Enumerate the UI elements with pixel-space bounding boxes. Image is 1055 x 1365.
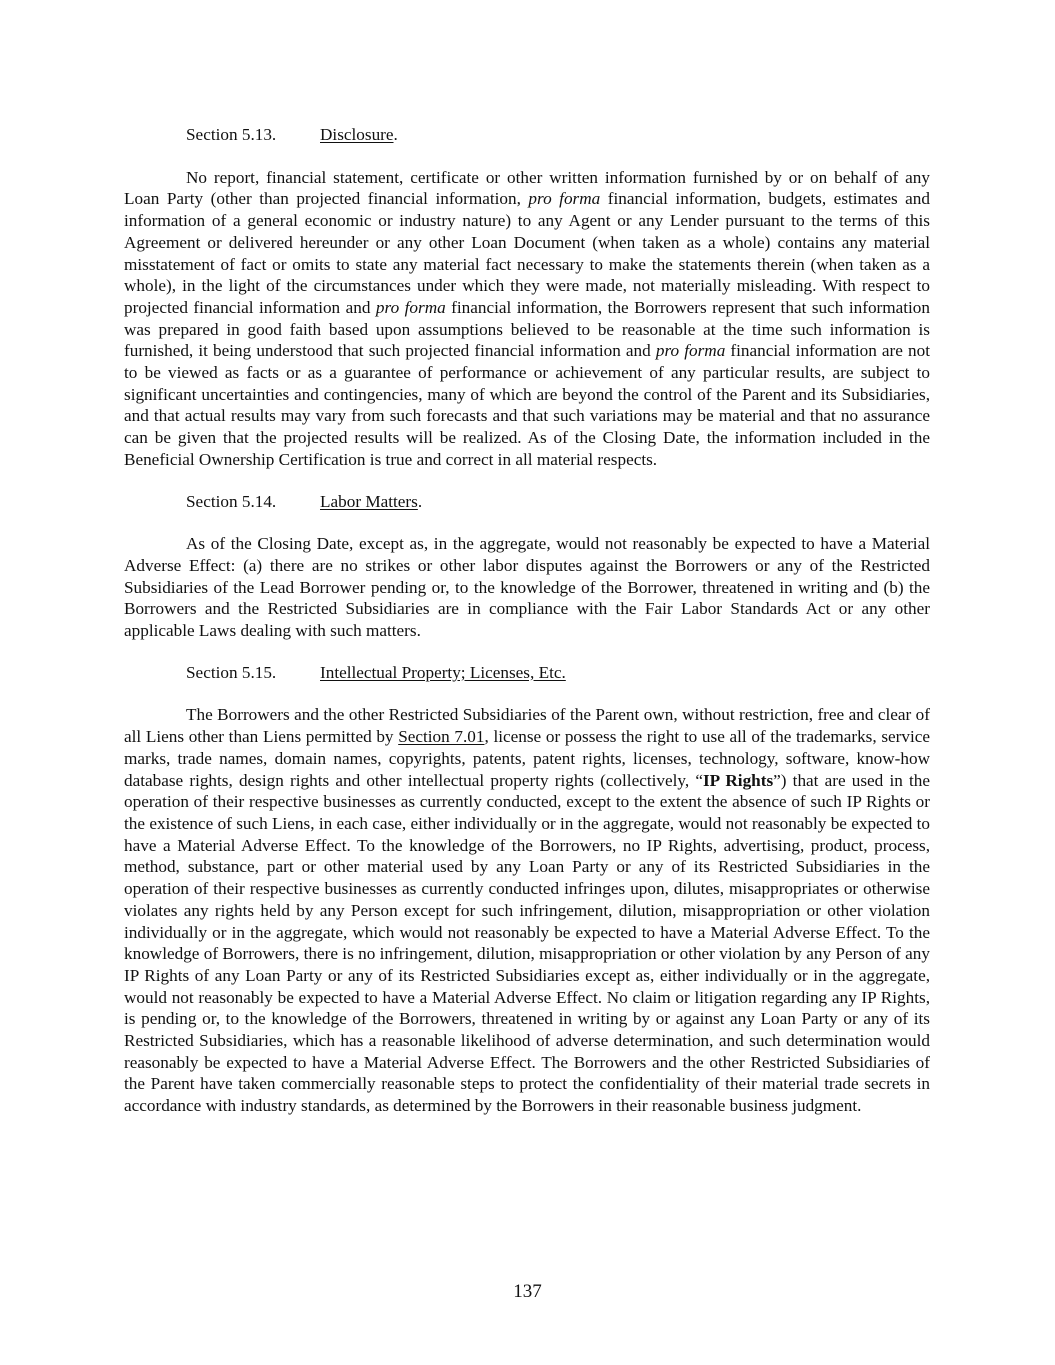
section-5-13-heading bbox=[124, 124, 930, 146]
section-title: Intellectual Property; Licenses, Etc. bbox=[320, 662, 566, 682]
section-5-14-heading bbox=[124, 491, 930, 513]
section-5-14-paragraph bbox=[124, 533, 930, 642]
section-title-suffix: . bbox=[417, 491, 423, 511]
section-title-suffix: . bbox=[393, 125, 398, 144]
section-7-01-reference: Section 7.01 bbox=[398, 727, 485, 747]
section-number: Section 5.14. bbox=[186, 491, 277, 511]
paragraph-text: financial information are not to be viewed as facts or as a guarantee of performance or achievement of any particular results, are subject to significant uncertainties and contingencies, many of which are beyond the control of the Parent and its Subsidiaries, and that actual results may vary from such forecasts and that such variations may be material and that no assurance can be given that the projected results will be realized. As of the Closing Date, the information included in the Beneficial Ownership Certification is true and correct in all material respects. bbox=[124, 341, 930, 469]
italic-term: pro forma bbox=[375, 297, 446, 317]
italic-term: pro forma bbox=[528, 189, 601, 209]
paragraph-text: As of the Closing Date, except as, in the aggregate, would not reasonably be expected to have a Material Adverse Effect: (a) there are no strikes or other labor disputes against the Borrowers or any of the Restricted Subsidiaries of the Lead Borrower pending or, to the knowledge of the Borrower, threatened in writing and (b) the Borrowers and the Restricted Subsidiaries are in compliance with the Fair Labor Standards Act or any other applicable Laws dealing with such matters. bbox=[124, 534, 930, 641]
paragraph-text: financial information, budgets, estimates and information of a general economic or industry nature) to any Agent or any Lender pursuant to the terms of this Agreement or delivered hereunder or any other Loan Document (when taken as a whole) contains any material misstatement of fact or omits to state any material fact necessary to make the statements therein (when taken as a whole), in the light of the circumstances under which they were made, not materially misleading. With respect to projected financial information and bbox=[124, 189, 930, 317]
section-title: Disclosure bbox=[320, 125, 394, 144]
paragraph-text: ”) that are used in the operation of their respective businesses as currently conducted, except to the extent the absence of such IP Rights or the existence of such Liens, in each case, either individually or in the aggregate, would not reasonably be expected to have a Material Adverse Effect. To the knowledge of the Borrowers, no IP Rights, advertising, product, process, method, substance, part or other material used by any Loan Party or any of its Restricted Subsidiaries in the operation of their respective businesses as currently conducted infringes upon, dilutes, misappropriates or otherwise violates any rights held by any Person except for such infringement, dilution, misappropriation or other violation individually or in the aggregate, which would not reasonably be expected to have a Material Adverse Effect. To the knowledge of Borrowers, there is no infringement, dilution, misappropriation or other violation by any Person of any IP Rights of any Loan Party or any of its Restricted Subsidiaries except as, either individually or in the aggregate, would not reasonably be expected to have a Material Adverse Effect. No claim or litigation regarding any IP Rights, is pending or, to the knowledge of the Borrowers, threatened in writing by or against any Loan Party or any of its Restricted Subsidiaries, which has a reasonable likelihood of adverse determination, and such determination would reasonably be expected to have a Material Adverse Effect. The Borrowers and the other Restricted Subsidiaries of the Parent have taken commercially reasonable steps to protect the confidentiality of their material trade secrets in accordance with industry standards, as determined by the Borrowers in their reasonable business judgment. bbox=[124, 770, 930, 1116]
section-title: Labor Matters bbox=[320, 491, 418, 511]
paragraph-text: financial information, the Borrowers represent that such information was prepared in good faith based upon assumptions believed to be reasonable at the time such information is furnished, it being understood that such projected financial information and bbox=[124, 297, 930, 361]
page-number: 137 bbox=[513, 1281, 542, 1302]
document-page bbox=[124, 124, 930, 1117]
section-5-15-paragraph bbox=[124, 704, 930, 1116]
section-number: Section 5.13. bbox=[186, 125, 277, 144]
italic-term: pro forma bbox=[655, 341, 726, 361]
paragraph-text: No report, financial statement, certificate or other written information furnished by or on behalf of any Loan Party (other than projected financial information, bbox=[124, 167, 930, 209]
defined-term-ip-rights: IP Rights bbox=[702, 770, 774, 790]
section-5-15-heading bbox=[124, 662, 930, 684]
section-5-13-paragraph bbox=[124, 167, 930, 471]
paragraph-text: , license or possess the right to use all of the trademarks, service marks, trade names, domain names, copyrights, patents, patent rights, licenses, technology, software, know-how database rights, design rights and other intellectual property rights (collectively, “ bbox=[124, 727, 930, 790]
section-number: Section 5.15. bbox=[186, 662, 277, 682]
paragraph-text: The Borrowers and the other Restricted Subsidiaries of the Parent own, without restriction, free and clear of all Liens other than Liens permitted by bbox=[124, 705, 930, 747]
